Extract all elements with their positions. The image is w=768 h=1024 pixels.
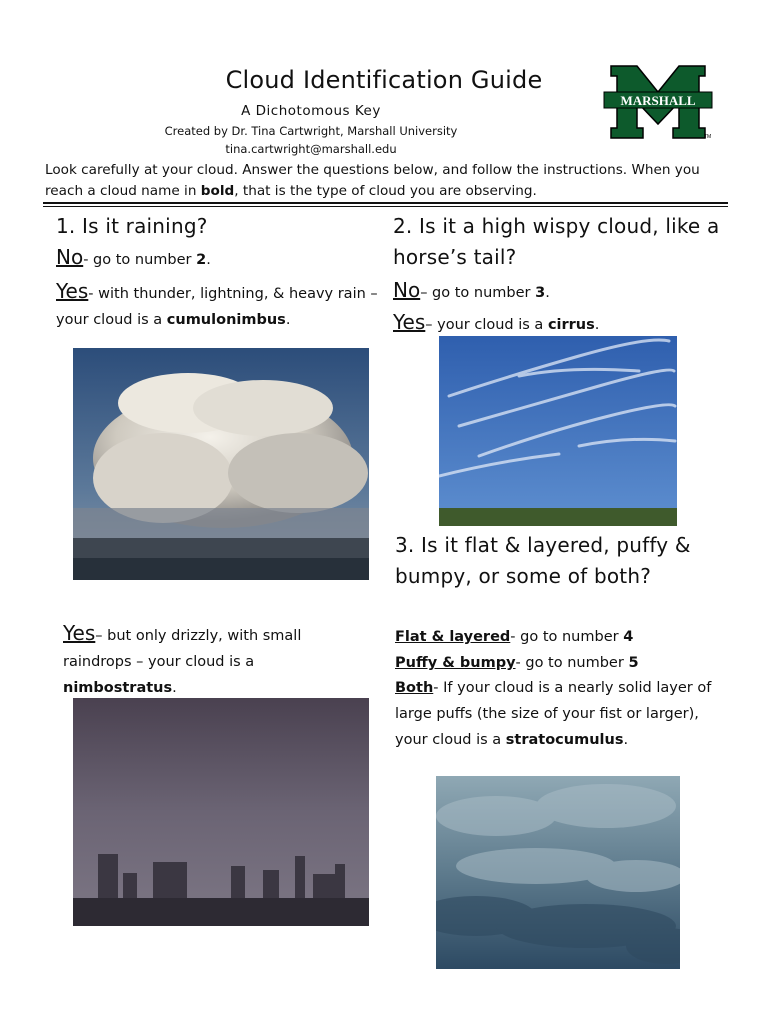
q2-no-text: – go to number bbox=[420, 285, 536, 301]
q3-puffy-line bbox=[395, 650, 725, 676]
q3-flat-number: 4 bbox=[623, 629, 634, 645]
q1-no-label: No bbox=[56, 245, 84, 269]
q1-no-end: . bbox=[206, 252, 211, 268]
intro-text-1: Look carefully at your cloud. Answer the questions below, and follow the instructions. When you reach a cloud name in bbox=[45, 162, 700, 199]
q1-yes-line bbox=[56, 278, 381, 333]
q3-puffy-text: - go to number bbox=[515, 655, 629, 671]
logo-wordmark: MARSHALL bbox=[620, 93, 696, 108]
q1-yes-end: . bbox=[285, 312, 291, 328]
q1-yes-text: - with thunder, lightning, & heavy rain – your cloud is a bbox=[56, 286, 378, 328]
q2-yes-label: Yes bbox=[393, 310, 426, 334]
q2-no-line bbox=[393, 277, 723, 306]
nimbostratus-photo bbox=[73, 698, 369, 926]
page-title: Cloud Identification Guide bbox=[225, 66, 543, 94]
intro-paragraph bbox=[45, 160, 735, 202]
q1-yes-label: Yes bbox=[56, 279, 89, 303]
q3-both-cloud: stratocumulus bbox=[505, 732, 624, 748]
marshall-m-icon bbox=[603, 62, 713, 142]
author-email: tina.cartwright@marshall.edu bbox=[225, 142, 397, 156]
q1-yes2-line bbox=[63, 620, 363, 701]
q2-yes-cloud: cirrus bbox=[547, 317, 595, 333]
q1-yes2-label: Yes bbox=[63, 621, 96, 645]
stratocumulus-photo bbox=[436, 776, 680, 969]
q2-no-label: No bbox=[393, 278, 421, 302]
cumulonimbus-photo bbox=[73, 348, 369, 580]
q3-flat-line bbox=[395, 624, 725, 650]
q1-no-number: 2 bbox=[196, 252, 207, 268]
intro-text-2: , that is the type of cloud you are observing. bbox=[234, 183, 537, 199]
q3-flat-text: - go to number bbox=[510, 629, 624, 645]
q1-yes2-text: – but only drizzly, with small raindrops – your cloud is a bbox=[63, 628, 302, 670]
q3-puffy-number: 5 bbox=[628, 655, 639, 671]
question-2: 2. Is it a high wispy cloud, like a horse’s tail? bbox=[393, 214, 720, 269]
q3-puffy-label: Puffy & bumpy bbox=[395, 655, 516, 671]
q1-yes-cloud: cumulonimbus bbox=[166, 312, 286, 328]
q1-yes2-cloud: nimbostratus bbox=[63, 680, 173, 696]
logo-trademark: TM bbox=[704, 134, 712, 140]
q2-no-end: . bbox=[545, 285, 550, 301]
q3-both-end: . bbox=[623, 732, 629, 748]
q1-no-line bbox=[56, 244, 386, 273]
q2-no-number: 3 bbox=[535, 285, 546, 301]
q1-no-text: - go to number bbox=[83, 252, 197, 268]
marshall-logo bbox=[603, 62, 713, 142]
cirrus-photo bbox=[439, 336, 677, 526]
q3-both-label: Both bbox=[395, 680, 434, 696]
q3-both-text: - If your cloud is a nearly solid layer of large puffs (the size of your fist or larger), your cloud is a bbox=[395, 680, 712, 748]
page-subtitle: A Dichotomous Key bbox=[241, 103, 381, 119]
q2-yes-line bbox=[393, 309, 723, 338]
q3-flat-label: Flat & layered bbox=[395, 629, 511, 645]
q2-yes-text: – your cloud is a bbox=[425, 317, 548, 333]
header-divider-thin bbox=[43, 206, 728, 207]
author-credit: Created by Dr. Tina Cartwright, Marshall University bbox=[164, 124, 458, 138]
intro-bold-word: bold bbox=[200, 183, 235, 199]
q3-both-line bbox=[395, 675, 717, 753]
question-3: 3. Is it flat & layered, puffy & bumpy, or some of both? bbox=[395, 533, 691, 588]
question-1: 1. Is it raining? bbox=[56, 214, 208, 238]
header-divider-thick bbox=[43, 202, 728, 204]
q2-yes-end: . bbox=[594, 317, 600, 333]
q1-yes2-end: . bbox=[172, 680, 177, 696]
